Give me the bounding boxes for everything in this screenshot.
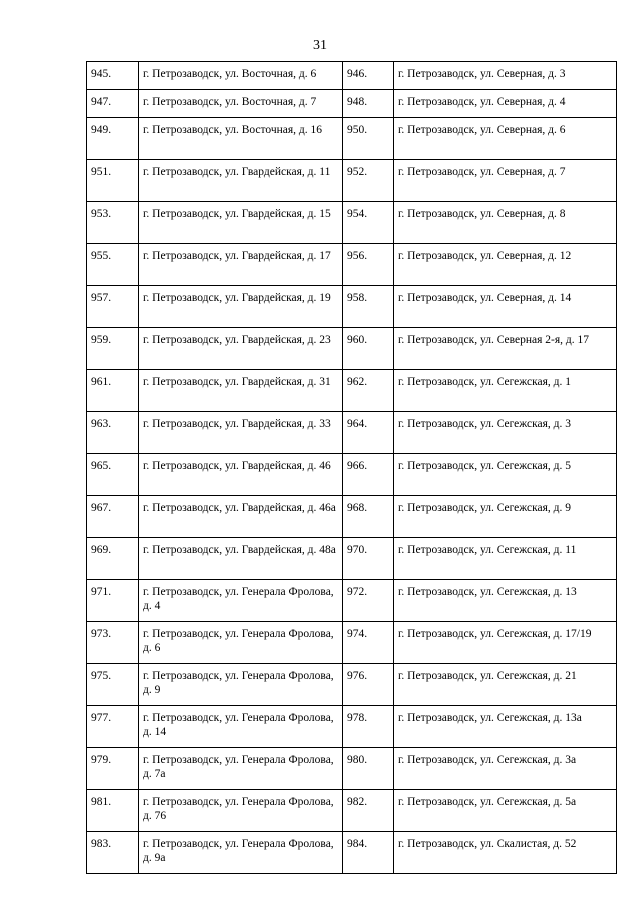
row-number-right: 960.: [343, 328, 394, 370]
address-left: г. Петрозаводск, ул. Гвардейская, д. 48а: [139, 538, 343, 580]
address-right: г. Петрозаводск, ул. Сегежская, д. 9: [394, 496, 617, 538]
address-left: г. Петрозаводск, ул. Генерала Фролова, д. 14: [139, 706, 343, 748]
row-number-right: 952.: [343, 160, 394, 202]
address-right: г. Петрозаводск, ул. Сегежская, д. 3а: [394, 748, 617, 790]
address-left: г. Петрозаводск, ул. Гвардейская, д. 31: [139, 370, 343, 412]
table-row: [87, 622, 617, 664]
row-number-right: 968.: [343, 496, 394, 538]
address-left: г. Петрозаводск, ул. Генерала Фролова, д. 76: [139, 790, 343, 832]
table-row: [87, 748, 617, 790]
address-right: г. Петрозаводск, ул. Сегежская, д. 21: [394, 664, 617, 706]
address-right: г. Петрозаводск, ул. Сегежская, д. 13а: [394, 706, 617, 748]
row-number-left: 965.: [87, 454, 139, 496]
table-row: [87, 832, 617, 874]
table-row: [87, 160, 617, 202]
row-number-left: 961.: [87, 370, 139, 412]
address-table: [86, 61, 617, 874]
row-number-left: 951.: [87, 160, 139, 202]
row-number-right: 976.: [343, 664, 394, 706]
address-left: г. Петрозаводск, ул. Гвардейская, д. 46: [139, 454, 343, 496]
row-number-right: 970.: [343, 538, 394, 580]
row-number-left: 977.: [87, 706, 139, 748]
row-number-right: 948.: [343, 90, 394, 118]
table-row: [87, 706, 617, 748]
table-row: [87, 454, 617, 496]
row-number-left: 979.: [87, 748, 139, 790]
address-left: г. Петрозаводск, ул. Восточная, д. 7: [139, 90, 343, 118]
table-row: [87, 790, 617, 832]
table-row: [87, 62, 617, 90]
page-number: 31: [313, 38, 327, 53]
address-right: г. Петрозаводск, ул. Сегежская, д. 11: [394, 538, 617, 580]
address-right: г. Петрозаводск, ул. Скалистая, д. 52: [394, 832, 617, 874]
row-number-left: 963.: [87, 412, 139, 454]
table-row: [87, 370, 617, 412]
row-number-left: 955.: [87, 244, 139, 286]
address-left: г. Петрозаводск, ул. Генерала Фролова, д. 4: [139, 580, 343, 622]
address-right: г. Петрозаводск, ул. Сегежская, д. 1: [394, 370, 617, 412]
table-row: [87, 244, 617, 286]
address-right: г. Петрозаводск, ул. Северная, д. 3: [394, 62, 617, 90]
row-number-left: 969.: [87, 538, 139, 580]
address-left: г. Петрозаводск, ул. Гвардейская, д. 15: [139, 202, 343, 244]
address-left: г. Петрозаводск, ул. Генерала Фролова, д. 6: [139, 622, 343, 664]
address-right: г. Петрозаводск, ул. Сегежская, д. 5: [394, 454, 617, 496]
row-number-right: 964.: [343, 412, 394, 454]
row-number-left: 981.: [87, 790, 139, 832]
row-number-left: 973.: [87, 622, 139, 664]
row-number-left: 949.: [87, 118, 139, 160]
row-number-left: 959.: [87, 328, 139, 370]
address-right: г. Петрозаводск, ул. Северная, д. 12: [394, 244, 617, 286]
address-left: г. Петрозаводск, ул. Гвардейская, д. 46а: [139, 496, 343, 538]
address-right: г. Петрозаводск, ул. Северная, д. 8: [394, 202, 617, 244]
table-row: [87, 328, 617, 370]
row-number-right: 966.: [343, 454, 394, 496]
row-number-right: 972.: [343, 580, 394, 622]
address-left: г. Петрозаводск, ул. Гвардейская, д. 11: [139, 160, 343, 202]
address-left: г. Петрозаводск, ул. Восточная, д. 16: [139, 118, 343, 160]
row-number-left: 975.: [87, 664, 139, 706]
address-left: г. Петрозаводск, ул. Генерала Фролова, д. 7а: [139, 748, 343, 790]
address-left: г. Петрозаводск, ул. Генерала Фролова, д. 9: [139, 664, 343, 706]
row-number-left: 983.: [87, 832, 139, 874]
address-right: г. Петрозаводск, ул. Северная, д. 7: [394, 160, 617, 202]
address-right: г. Петрозаводск, ул. Северная, д. 14: [394, 286, 617, 328]
address-left: г. Петрозаводск, ул. Гвардейская, д. 33: [139, 412, 343, 454]
address-left: г. Петрозаводск, ул. Гвардейская, д. 23: [139, 328, 343, 370]
row-number-right: 958.: [343, 286, 394, 328]
row-number-right: 956.: [343, 244, 394, 286]
table-row: [87, 496, 617, 538]
table-row: [87, 90, 617, 118]
row-number-right: 980.: [343, 748, 394, 790]
address-right: г. Петрозаводск, ул. Северная 2-я, д. 17: [394, 328, 617, 370]
row-number-left: 947.: [87, 90, 139, 118]
row-number-right: 946.: [343, 62, 394, 90]
table-row: [87, 202, 617, 244]
table-row: [87, 664, 617, 706]
address-right: г. Петрозаводск, ул. Северная, д. 6: [394, 118, 617, 160]
row-number-left: 971.: [87, 580, 139, 622]
table-row: [87, 118, 617, 160]
address-table-body: [87, 62, 617, 874]
row-number-right: 962.: [343, 370, 394, 412]
row-number-right: 974.: [343, 622, 394, 664]
row-number-right: 982.: [343, 790, 394, 832]
address-right: г. Петрозаводск, ул. Сегежская, д. 3: [394, 412, 617, 454]
row-number-left: 945.: [87, 62, 139, 90]
address-right: г. Петрозаводск, ул. Сегежская, д. 17/19: [394, 622, 617, 664]
address-right: г. Петрозаводск, ул. Сегежская, д. 5а: [394, 790, 617, 832]
address-left: г. Петрозаводск, ул. Гвардейская, д. 17: [139, 244, 343, 286]
table-row: [87, 286, 617, 328]
address-right: г. Петрозаводск, ул. Сегежская, д. 13: [394, 580, 617, 622]
row-number-left: 957.: [87, 286, 139, 328]
row-number-right: 978.: [343, 706, 394, 748]
address-left: г. Петрозаводск, ул. Генерала Фролова, д. 9а: [139, 832, 343, 874]
table-row: [87, 412, 617, 454]
table-row: [87, 580, 617, 622]
row-number-right: 984.: [343, 832, 394, 874]
row-number-right: 954.: [343, 202, 394, 244]
address-left: г. Петрозаводск, ул. Восточная, д. 6: [139, 62, 343, 90]
row-number-right: 950.: [343, 118, 394, 160]
row-number-left: 953.: [87, 202, 139, 244]
table-row: [87, 538, 617, 580]
row-number-left: 967.: [87, 496, 139, 538]
address-left: г. Петрозаводск, ул. Гвардейская, д. 19: [139, 286, 343, 328]
address-right: г. Петрозаводск, ул. Северная, д. 4: [394, 90, 617, 118]
